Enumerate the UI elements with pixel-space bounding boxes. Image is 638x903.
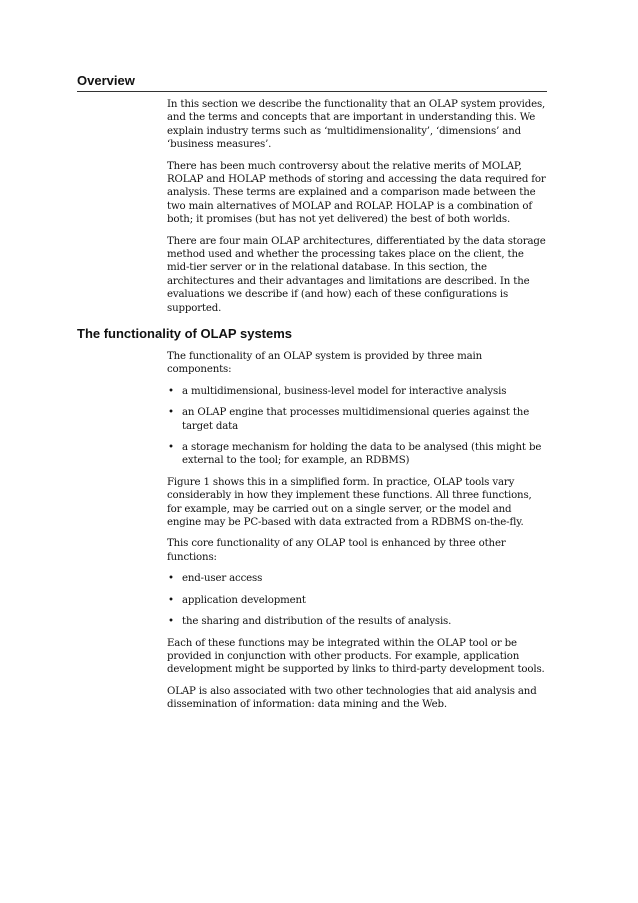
overview-paragraph-3: There are four main OLAP architectures, differentiated by the data storage method used and whether the processing takes place on the client, the mid-tier server or in the relational database. In this section, the architectures and their advantages and limitations are described. In the evaluations we describe if (and how) each of these configurations is supported. xyxy=(167,235,546,314)
bullet-glyph: • xyxy=(168,616,174,628)
bullet-glyph: • xyxy=(168,573,174,585)
overview-paragraph-2: There has been much controversy about the relative merits of MOLAP, ROLAP and HOLAP methods of storing and accessing the data required for analysis. These terms are explained and a comparison made between the two main alternatives of MOLAP and ROLAP. HOLAP is a combination of both; it promises (but has not yet delivered) the best of both worlds. xyxy=(167,160,546,226)
figure-paragraph: Figure 1 shows this in a simplified form. In practice, OLAP tools vary considerably in how they implement these functions. All three functions, for example, may be carried out on a single server, or the model and engine may be PC-based with data extracted from a RDBMS on-the-fly. xyxy=(167,476,532,529)
list-item: • a multidimensional, business-level model for interactive analysis xyxy=(168,385,507,397)
overview-paragraph-1: In this section we describe the functionality that an OLAP system provides, and the terms and concepts that are important in understanding this. We explain industry terms such as ‘multidimensionality’, ‘dimensions’ and ‘business measures’. xyxy=(167,99,546,151)
section-heading-functionality: The functionality of OLAP systems xyxy=(77,326,293,341)
list-item: • an OLAP engine that processes multidimensional queries against the target data xyxy=(168,407,530,432)
integration-paragraph: Each of these functions may be integrated within the OLAP tool or be provided in conjunction with other products. For example, application development might be supported by links to third-party development tools. xyxy=(167,637,545,676)
list-item: • application development xyxy=(168,594,306,606)
functionality-body xyxy=(167,350,547,720)
list-item: • end-user access xyxy=(168,573,263,585)
components-list xyxy=(167,385,547,468)
closing-paragraph: OLAP is also associated with two other technologies that aid analysis and dissemination of information: data mining and the Web. xyxy=(167,685,537,711)
list-item: • the sharing and distribution of the results of analysis. xyxy=(168,616,452,628)
bullet-glyph: • xyxy=(168,594,174,606)
bullet-glyph: • xyxy=(168,385,174,397)
functions-list xyxy=(167,572,547,628)
bullet-glyph: • xyxy=(168,407,174,419)
bullet-glyph: • xyxy=(168,442,174,454)
section-heading-overview: Overview xyxy=(77,73,135,88)
list-item: • a storage mechanism for holding the data to be analysed (this might be external to the tool; for example, an RDBMS) xyxy=(168,442,542,467)
core-paragraph: This core functionality of any OLAP tool is enhanced by three other functions: xyxy=(167,538,506,563)
heading-rule xyxy=(77,91,547,92)
functionality-intro: The functionality of an OLAP system is provided by three main components: xyxy=(167,351,483,376)
overview-body xyxy=(167,98,547,323)
